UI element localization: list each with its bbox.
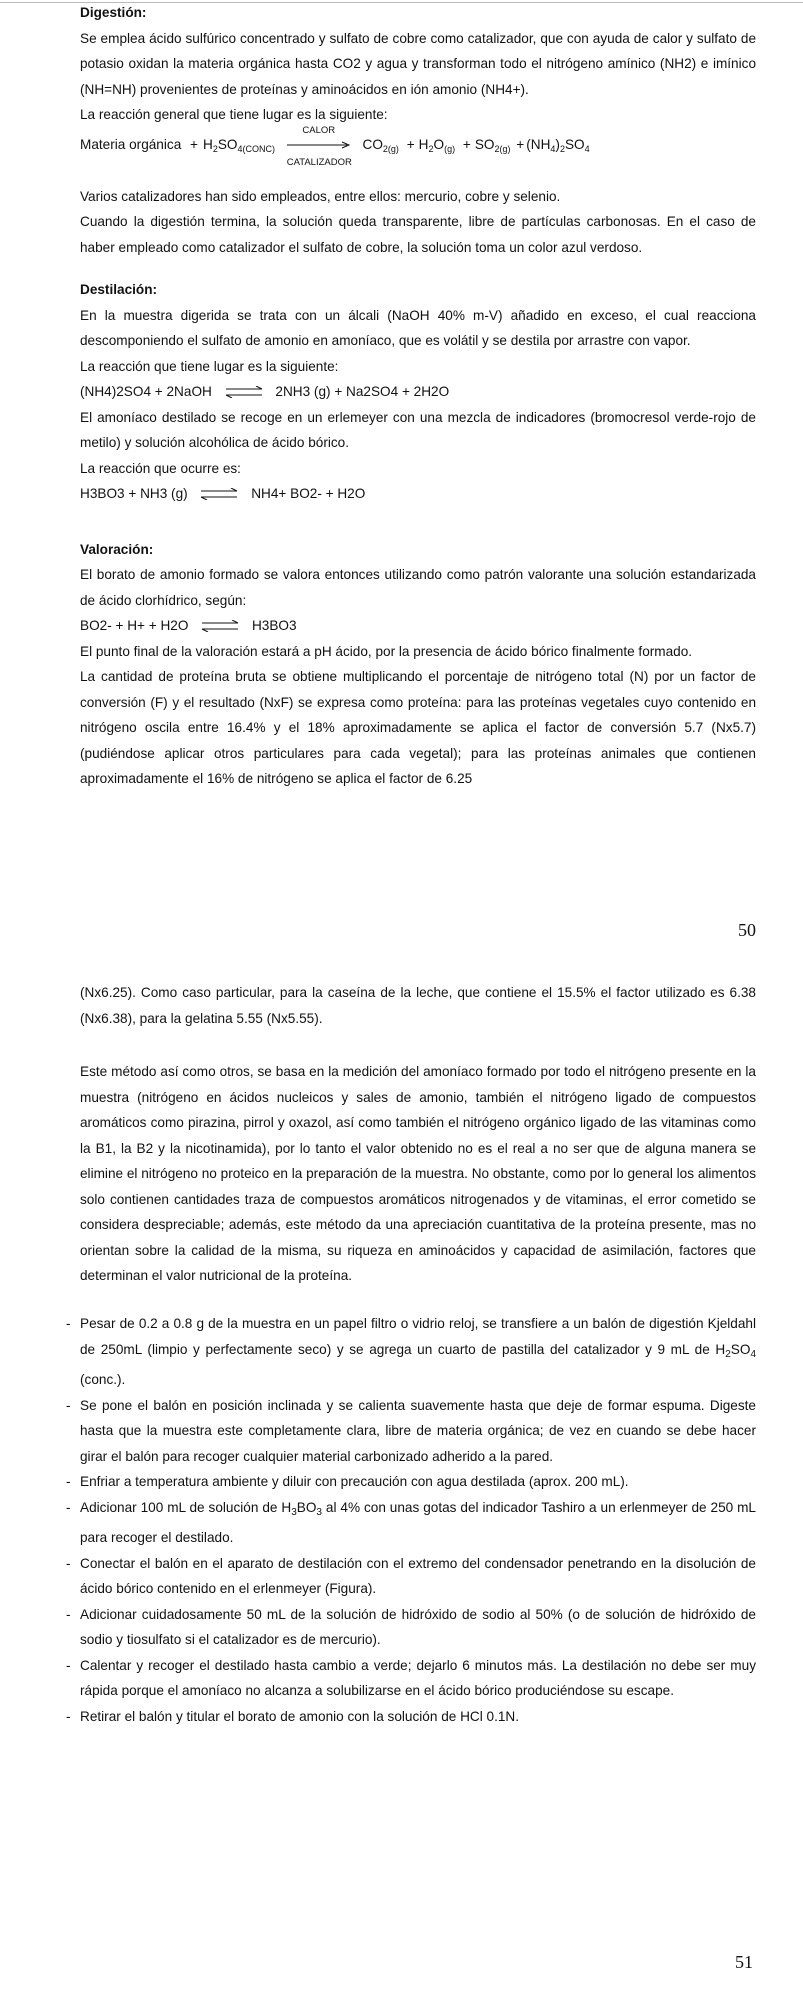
destilacion-paragraph-1: En la muestra digerida se trata con un álcali (NaOH 40% m-V) añadido en exceso, el cual reacciona descomponiendo el sulfato de amonio en amoníaco, que es volátil y se destila por arrastre con vapor. xyxy=(80,307,756,348)
step-sub: 2 xyxy=(725,1348,731,1360)
eq-nh4-c: SO xyxy=(564,136,585,152)
eq-so2: SO xyxy=(474,136,495,152)
step-1-text: Pesar de 0.2 a 0.8 g de la muestra en un papel filtro o vidrio reloj, se transfiere a un balón de digestión Kjeldahl de 250mL (limpio y perfectamente seco) y se agrega un cuarto de pastilla del catalizador y 9 mL de H xyxy=(80,1316,756,1357)
page-51-text xyxy=(80,980,756,1289)
destilacion-equation-1 xyxy=(80,379,756,405)
eq-reactant: Materia orgánica xyxy=(80,136,182,152)
eq-sub: 2(g) xyxy=(494,143,511,154)
heading-digestion: Digestión: xyxy=(80,5,147,20)
valoracion-paragraph-3: La cantidad de proteína bruta se obtiene multiplicando el porcentaje de nitrógeno total (N) por un factor de conversión (F) y el resultado (NxF) se expresa como proteína: para las proteínas vegetales cuyo contenido en nitrógeno oscila entre 16.4% y el 18% aproximadamente se aplica el factor de conversión 5.7 (Nx5.7) (pudiéndose aplicar otros particulares para cada vegetal); para las proteínas animales que contienen aproximadamente el 16% de nitrógeno se aplica el factor de 6.25 xyxy=(80,669,756,786)
eq3-right: H3BO3 xyxy=(251,618,297,633)
eq2-left: H3BO3 + NH3 (g) xyxy=(80,486,188,501)
list-item xyxy=(66,1495,756,1551)
step-1-text-c: (conc.). xyxy=(80,1372,126,1387)
digestion-paragraph-3: Varios catalizadores han sido empleados, entre ellos: mercurio, cobre y selenio. xyxy=(80,188,561,204)
list-item xyxy=(66,1704,756,1730)
step-8-text: Retirar el balón y titular el borato de amonio con la solución de HCl 0.1N. xyxy=(80,1708,520,1724)
eq-sub: 4 xyxy=(550,143,556,154)
right-arrow-icon xyxy=(287,140,351,150)
eq-sub: 2 xyxy=(212,143,218,154)
eq-nh4: (NH xyxy=(526,136,551,152)
eq-co2: CO xyxy=(362,136,383,152)
list-item xyxy=(66,1311,756,1393)
valoracion-paragraph-2: El punto final de la valoración estará a pH ácido, por la presencia de ácido bórico finalmente formado. xyxy=(80,643,693,659)
eq-plus: + xyxy=(462,136,471,152)
step-sub: 3 xyxy=(291,1506,297,1518)
page51-paragraph-1: (Nx6.25). Como caso particular, para la caseína de la leche, que contiene el 15.5% el factor utilizado es 6.38 (Nx6.38), para la gelatina 5.55 (Nx5.55). xyxy=(80,985,756,1026)
step-4-text: Adicionar 100 mL de solución de H xyxy=(80,1499,292,1515)
eq1-left: (NH4)2SO4 + 2NaOH xyxy=(80,384,212,399)
procedure-list xyxy=(66,1311,756,1729)
arrow-label-catalizador: CATALIZADOR xyxy=(286,156,352,168)
destilacion-paragraph-4: La reacción que ocurre es: xyxy=(80,460,241,476)
eq-plus: + xyxy=(516,136,525,152)
list-dash: - xyxy=(66,1555,71,1571)
list-dash: - xyxy=(66,1657,71,1673)
list-item xyxy=(66,1469,756,1495)
heading-valoracion: Valoración: xyxy=(80,541,154,557)
list-dash: - xyxy=(66,1606,71,1622)
eq3-left: BO2- + H+ + H2O xyxy=(80,618,189,633)
heading-destilacion: Destilación: xyxy=(80,282,158,297)
step-4-text-c: al 4% con unas gotas del indicador Tashiro a un erlenmeyer de 250 mL para recoger el destilado. xyxy=(80,1499,756,1545)
valoracion-equation xyxy=(80,613,756,639)
list-item xyxy=(66,1551,756,1602)
step-3-text: Enfriar a temperatura ambiente y diluir con precaución con agua destilada (aprox. 200 mL). xyxy=(80,1474,629,1489)
eq-plus: + xyxy=(406,136,415,152)
page-number-51: 51 xyxy=(735,1952,753,1972)
reaction-arrow xyxy=(286,124,352,168)
list-dash: - xyxy=(66,1499,71,1515)
digestion-paragraph-2: La reacción general que tiene lugar es la siguiente: xyxy=(80,107,388,122)
step-2-text: Se pone el balón en posición inclinada y se calienta suavemente hasta que deje de formar espuma. Digeste hasta que la muestra este completamente clara, libre de materia orgánica; de vez en cuando se debe hacer girar el balón para recoger cualquier material carbonizado adherido a la pared. xyxy=(80,1397,756,1464)
eq2-right: NH4+ BO2- + H2O xyxy=(251,486,366,501)
list-dash: - xyxy=(66,1708,71,1724)
eq-plus: + xyxy=(190,136,198,152)
step-sub: 3 xyxy=(316,1506,322,1518)
digestion-paragraph-4: Cuando la digestión termina, la solución queda transparente, libre de partículas carbonosas. En el caso de haber empleado como catalizador el sulfato de cobre, la solución toma un color azul verdoso. xyxy=(80,214,756,255)
destilacion-paragraph-3: El amoníaco destilado se recoge en un erlemeyer con una mezcla de indicadores (bromocresol verde-rojo de metilo) y solución alcohólica de ácido bórico. xyxy=(80,409,756,450)
eq-h2so4-b: SO xyxy=(217,136,238,152)
eq-sub: 4 xyxy=(584,143,590,154)
eq1-right: 2NH3 (g) + Na2SO4 + 2H2O xyxy=(275,384,450,399)
step-sub: 4 xyxy=(750,1348,756,1360)
equilibrium-arrow-icon xyxy=(224,386,264,398)
digestion-equation xyxy=(80,124,756,176)
list-dash: - xyxy=(66,1474,71,1489)
eq-h2o-b: O xyxy=(433,136,445,152)
eq-sub: 2(g) xyxy=(382,143,399,154)
step-5-text: Conectar el balón en el aparato de destilación con el extremo del condensador penetrando en la disolución de ácido bórico contenido en el erlenmeyer (Figura). xyxy=(80,1555,756,1596)
page-50-text xyxy=(80,0,756,792)
equilibrium-arrow-icon xyxy=(200,620,240,632)
list-dash: - xyxy=(66,1397,71,1413)
page-number-50: 50 xyxy=(738,920,756,940)
valoracion-paragraph-1: El borato de amonio formado se valora entonces utilizando como patrón valorante una solución estandarizada de ácido clorhídrico, según: xyxy=(80,567,756,608)
step-7-text: Calentar y recoger el destilado hasta cambio a verde; dejarlo 6 minutos más. La destilación no debe ser muy rápida porque el amoníaco no alcanza a solubilizarse en el ácido bórico produciéndose su escape. xyxy=(80,1657,756,1698)
destilacion-equation-2 xyxy=(80,481,756,507)
eq-h2so4: H xyxy=(202,136,213,152)
eq-sub: (g) xyxy=(444,143,456,154)
list-item xyxy=(66,1602,756,1653)
step-6-text: Adicionar cuidadosamente 50 mL de la solución de hidróxido de sodio al 50% (o de solución de hidróxido de sodio y tiosulfato si el catalizador es de mercurio). xyxy=(80,1606,756,1647)
eq-sub: 4(CONC) xyxy=(237,143,275,154)
list-item xyxy=(66,1653,756,1704)
eq-nh4-b: ) xyxy=(555,136,560,152)
list-item xyxy=(66,1393,756,1470)
list-dash: - xyxy=(66,1316,71,1331)
step-4-text-b: BO xyxy=(296,1499,317,1515)
destilacion-paragraph-2: La reacción que tiene lugar es la siguiente: xyxy=(80,358,339,374)
eq-sub: 2 xyxy=(559,143,565,154)
equilibrium-arrow-icon xyxy=(199,488,239,500)
page51-paragraph-2: Este método así como otros, se basa en la medición del amoníaco formado por todo el nitrógeno presente en la muestra (nitrógeno en ácidos nucleicos y sales de amonio, también el nitrógeno ligado de compuestos aromáticos como pirazina, pirrol y oxazol, así como también el nitrógeno orgánico ligado de las vitaminas como la B1, la B2 y la nicotinamida), por lo tanto el valor obtenido no es el real a no ser que de alguna manera se elimine el nitrógeno no proteico en la preparación de la muestra. No obstante, como por lo general los alimentos solo contienen cantidades traza de compuestos aromáticos nitrogenados y de vitaminas, el error cometido se considera despreciable; además, este método da una apreciación cuantitativa de la proteína presente, mas no orientan sobre la calidad de la misma, su riqueza en aminoácidos y capacidad de asimilación, factores que determinan el valor nutricional de la proteína. xyxy=(80,1064,756,1283)
step-1-text-b: SO xyxy=(730,1341,751,1357)
arrow-label-calor: CALOR xyxy=(302,124,336,136)
digestion-paragraph-1: Se emplea ácido sulfúrico concentrado y sulfato de cobre como catalizador, que con ayuda de calor y sulfato de potasio oxidan la materia orgánica hasta CO2 y agua y transforman todo el nitrógeno amínico (NH2) e imínico (NH=NH) provenientes de proteínas y aminoácidos en ión amonio (NH4+). xyxy=(80,30,756,97)
eq-h2o: H xyxy=(418,136,429,152)
eq-sub: 2 xyxy=(428,143,434,154)
